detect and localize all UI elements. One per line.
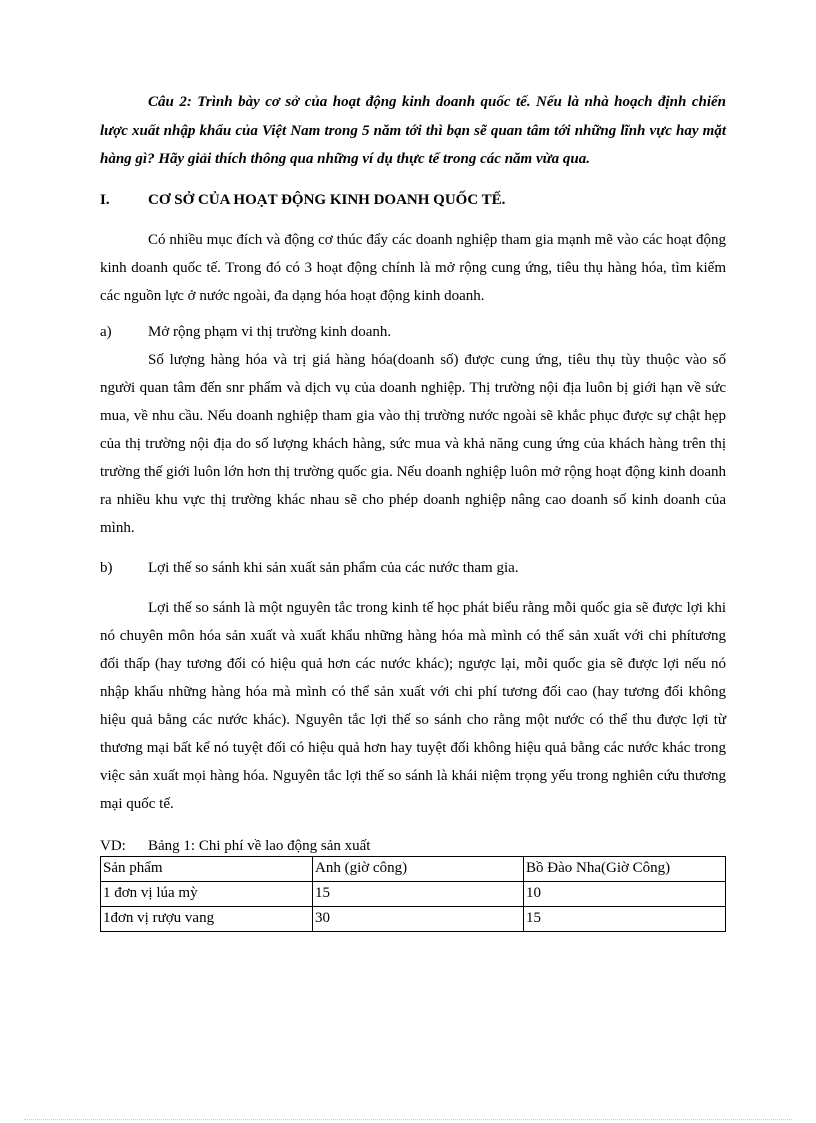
document-page (100, 88, 726, 932)
subsection-a-heading (100, 318, 726, 346)
table-row (101, 906, 726, 931)
table-header-cell: Anh (giờ công) (313, 856, 524, 881)
section-number: I. (100, 191, 110, 208)
subsection-b-label: b) (100, 559, 113, 576)
intro-paragraph: Có nhiều mục đích và động cơ thúc đẩy các doanh nghiệp tham gia mạnh mẽ vào các hoạt động kinh doanh quốc tế. Trong đó có 3 hoạt động chính là mở rộng cung ứng, tiêu thụ hàng hóa, tìm kiếm các nguồn lực ở nước ngoài, đa dạng hóa hoạt động kinh doanh. (100, 231, 726, 304)
subsection-b-paragraph: Lợi thế so sánh là một nguyên tắc trong kinh tế học phát biểu rằng mỗi quốc gia sẽ được lợi khi nó chuyên môn hóa sản xuất và xuất khẩu những hàng hóa mà mình có thể sản xuất với chi phítương đối thấp (hay tương đối có hiệu quả hơn các nước khác); ngược lại, mỗi quốc gia sẽ được lợi nếu nó nhập khẩu những hàng hóa mà mình có thể sản xuất với chi phí tương đối cao (hay tương đối không hiệu quả bằng các nước khác). Nguyên tắc lợi thế so sánh cho rằng một nước có thể thu được lợi từ thương mại bất kể nó tuyệt đối có hiệu quả hơn hay tuyệt đối không hiệu quả bằng các nước khác trong việc sản xuất mọi hàng hóa. Nguyên tắc lợi thế so sánh là khái niệm trọng yếu trong nghiên cứu thương mại quốc tế. (100, 599, 726, 812)
subsection-b-heading (100, 554, 726, 582)
table-cell: 1 đơn vị lúa mỳ (101, 881, 313, 906)
example-label: VD: (100, 837, 126, 854)
table-header-cell: Sản phẩm (101, 856, 313, 881)
table-header-cell: Bồ Đào Nha(Giờ Công) (524, 856, 726, 881)
page-bottom-border (24, 1119, 792, 1120)
table-cell: 1đơn vị rượu vang (101, 906, 313, 931)
subsection-a-title: Mở rộng phạm vi thị trường kinh doanh. (148, 323, 392, 340)
table-caption (100, 836, 726, 856)
subsection-a-label: a) (100, 323, 112, 340)
question-text: Câu 2: Trình bày cơ sở của hoạt động kinh doanh quốc tế. Nếu là nhà hoạch định chiến lược xuất nhập khẩu của Việt Nam trong 5 năm tới thì bạn sẽ quan tâm tới những lĩnh vực hay mặt hàng gì? Hãy giải thích thông qua những ví dụ thực tế trong các năm vừa qua. (100, 94, 726, 167)
table-cell: 10 (524, 881, 726, 906)
section-title: CƠ SỞ CỦA HOẠT ĐỘNG KINH DOANH QUỐC TẾ. (148, 191, 506, 208)
labor-cost-table (100, 856, 726, 932)
table-header-row (101, 856, 726, 881)
subsection-b-title: Lợi thế so sánh khi sản xuất sản phẩm của các nước tham gia. (148, 559, 519, 576)
table-cell: 15 (524, 906, 726, 931)
table-cell: 30 (313, 906, 524, 931)
section-heading (100, 186, 726, 214)
table-row (101, 881, 726, 906)
table-cell: 15 (313, 881, 524, 906)
subsection-a-paragraph: Số lượng hàng hóa và trị giá hàng hóa(doanh số) được cung ứng, tiêu thụ tùy thuộc vào số người quan tâm đến snr phẩm và dịch vụ của doanh nghiệp. Thị trường nội địa luôn bị giới hạn về sức mua, về nhu cầu. Nếu doanh nghiệp tham gia vào thị trường nước ngoài sẽ khắc phục được sự chật hẹp của thị trường nội địa do số lượng khách hàng, sức mua và khả năng cung ứng của khách hàng trên thị trường thế giới luôn lớn hơn thị trường quốc gia. Nếu doanh nghiệp luôn mở rộng hoạt động kinh doanh ra nhiều khu vực thị trường khác nhau sẽ cho phép doanh nghiệp nâng cao doanh số kinh doanh của mình. (100, 351, 726, 536)
table-title: Bảng 1: Chi phí về lao động sản xuất (148, 837, 371, 854)
